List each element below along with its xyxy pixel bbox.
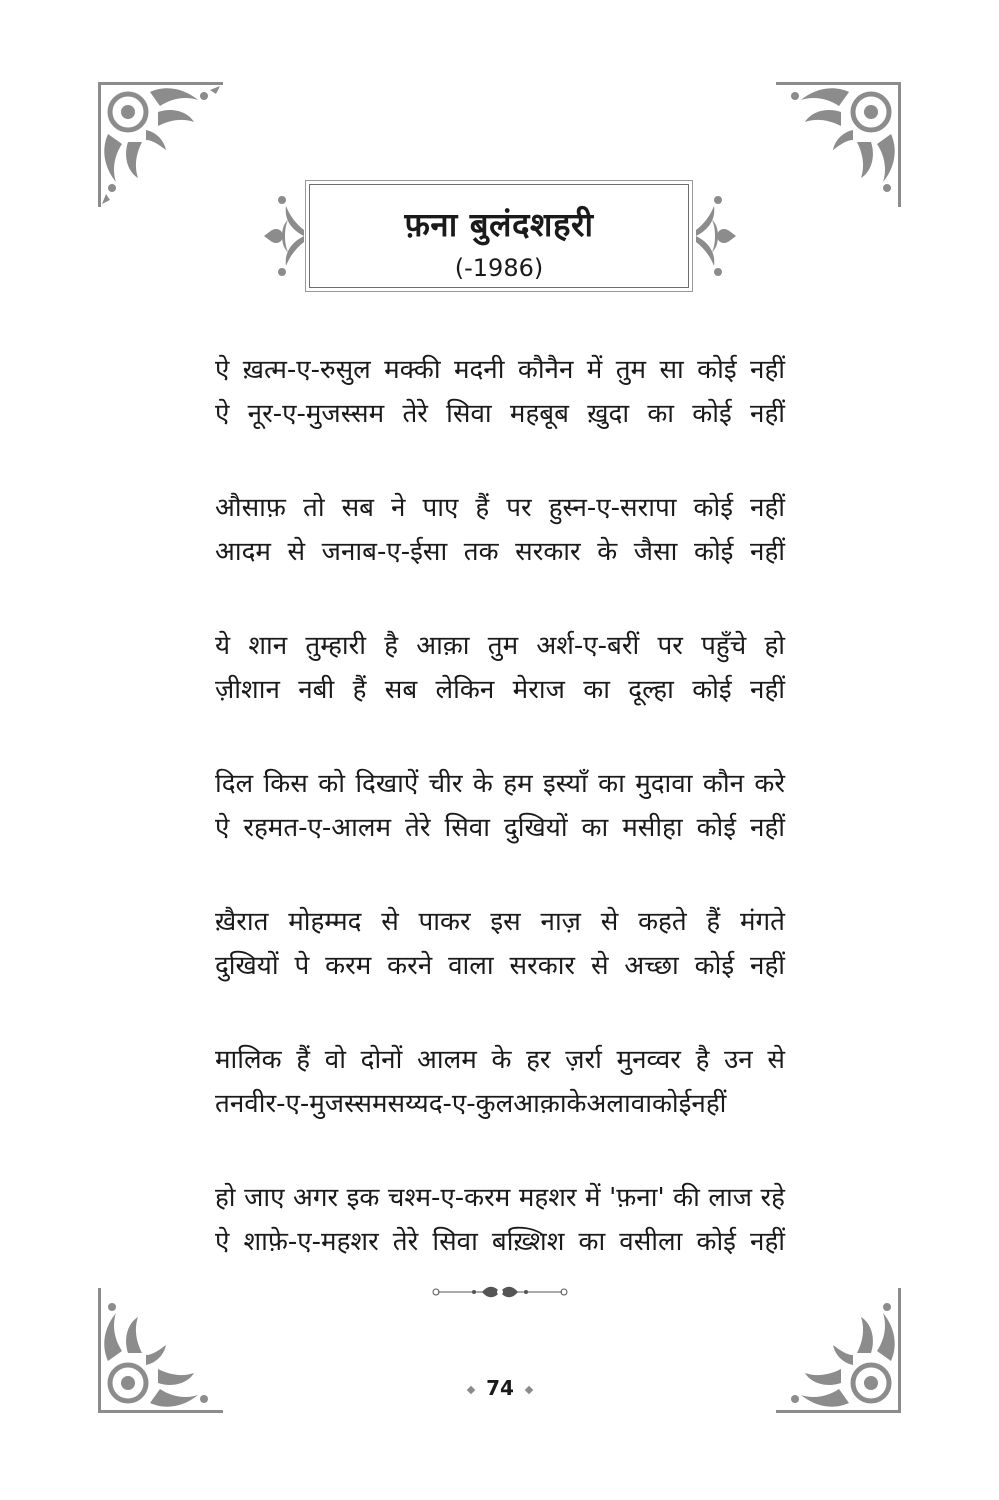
diamond-bullet-icon [467, 1385, 475, 1393]
poem-line: ख़ैरात मोहम्मद से पाकर इस नाज़ से कहते हैं मंगते [215, 907, 785, 937]
poem-line: दुखियों पे करम करने वाला सरकार से अच्छा कोई नहीं [215, 951, 785, 981]
page-number-text: 74 [486, 1376, 514, 1400]
floral-corner-ornament-icon [776, 1288, 901, 1413]
title-flourish-icon [696, 190, 738, 282]
stanza [215, 486, 785, 574]
poem-line: ऐ रहमत-ए-आलम तेरे सिवा दुखियों का मसीहा कोई नहीं [215, 813, 785, 843]
poem-body [215, 348, 785, 1314]
title-frame [309, 184, 689, 288]
poem-line: मालिक हैं वो दोनों आलम के हर ज़र्रा मुनव्वर है उन से [215, 1045, 785, 1075]
floral-corner-ornament-icon [98, 1288, 223, 1413]
page-title: फ़ना बुलंदशहरी [404, 205, 594, 244]
poem-line: तनवीर-ए-मुजस्समसय्यद-ए-कुलआक़ाकेअलावाकोईनहीं [215, 1089, 727, 1119]
poem-line: हो जाए अगर इक चश्म-ए-करम महशर में 'फ़ना' की लाज रहे [215, 1183, 785, 1213]
poem-line: दिल किस को दिखाऐं चीर के हम इस्याँ का मुदावा कौन करे [215, 769, 785, 799]
page-number [450, 1376, 550, 1400]
poem-line: ज़ीशान नबी हैं सब लेकिन मेराज का दूल्हा कोई नहीं [215, 675, 785, 705]
title-flourish-icon [262, 190, 304, 282]
stanza [215, 1176, 785, 1264]
poem-line: ऐ नूर-ए-मुजस्सम तेरे सिवा महबूब ख़ुदा का कोई नहीं [215, 399, 785, 429]
floral-corner-ornament-icon [98, 82, 223, 207]
stanza [215, 624, 785, 712]
floral-corner-ornament-icon [776, 82, 901, 207]
stanza [215, 900, 785, 988]
poem-line: औसाफ़ तो सब ने पाए हैं पर हुस्न-ए-सरापा कोई नहीं [215, 493, 785, 523]
poem-line: ऐ ख़त्म-ए-रुसुल मक्की मदनी कौनैन में तुम सा कोई नहीं [215, 355, 785, 385]
diamond-bullet-icon [525, 1385, 533, 1393]
stanza [215, 348, 785, 436]
poem-line: आदम से जनाब-ए-ईसा तक सरकार के जैसा कोई नहीं [215, 537, 785, 567]
stanza [215, 1038, 785, 1126]
title-block [262, 178, 738, 294]
page-subtitle: (-1986) [454, 254, 544, 282]
poem-line: ये शान तुम्हारी है आक़ा तुम अर्श-ए-बरीं पर पहुँचे हो [215, 631, 785, 661]
divider-ornament-icon [430, 1283, 570, 1301]
poem-line: ऐ शाफ़े-ए-महशर तेरे सिवा बख़्शिश का वसीला कोई नहीं [215, 1227, 785, 1257]
stanza [215, 762, 785, 850]
